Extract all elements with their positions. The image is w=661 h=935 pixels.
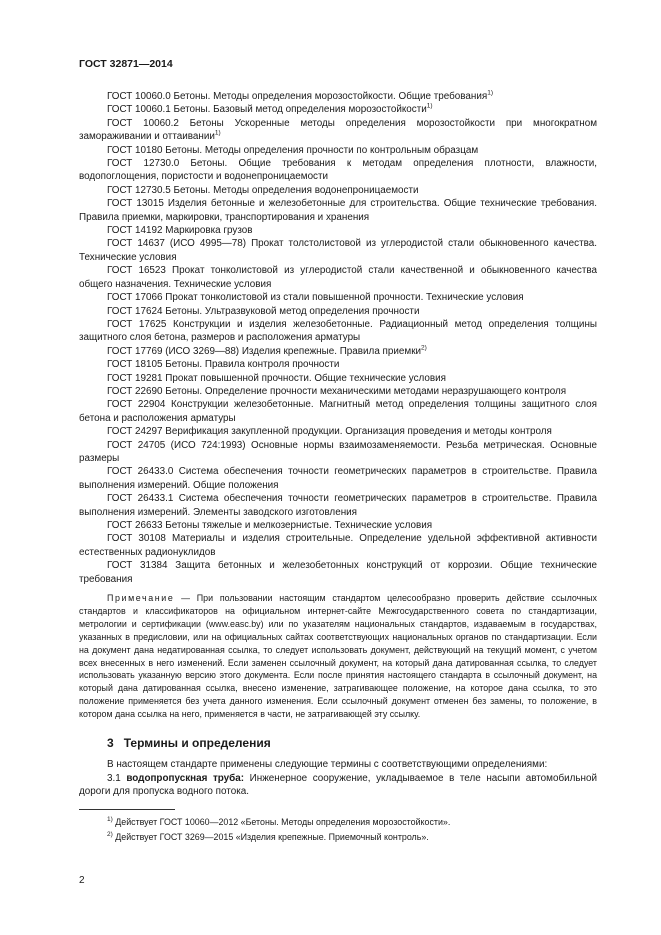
- reference-text: ГОСТ 26633 Бетоны тяжелые и мелкозернистые. Технические условия: [107, 520, 433, 531]
- reference-item: [79, 519, 597, 532]
- reference-text: ГОСТ 12730.0 Бетоны. Общие требования к методам определения плотности, влажности, водопоглощения, пористости и водонепроницаемости: [79, 158, 597, 183]
- reference-item: [79, 305, 597, 318]
- reference-item: [79, 345, 597, 358]
- reference-text: ГОСТ 17769 (ИСО 3269—88) Изделия крепежные. Правила приемки: [107, 345, 422, 357]
- reference-text: ГОСТ 14192 Маркировка грузов: [107, 225, 253, 237]
- reference-text: ГОСТ 10060.1 Бетоны. Базовый метод определения морозостойкости: [107, 104, 427, 116]
- note-text: — При пользовании настоящим стандартом целесообразно проверить действие ссылочных стандартов и классификаторов на официальном интернет-сайте Межгосударственного совета по стандартизации, метрологии и сертификации (www.easc.by) или по указателям национальных стандартов, издаваемым в государствах, указанных в предисловии, или на официальных сайтах соответствующих национальных органов по стандартизации. Если на документ дана недатированная ссылка, то следует использовать документ, действующий на текущий момент, с учетом всех внесенных в него изменений. Если заменен ссылочный документ, на который дана датированная ссылка, то следует использовать указанную версию этого документа. Если после принятия настоящего стандарта в ссылочный документ, на который дана датированная ссылка, внесено изменение, затрагивающее положение, на которое дана ссылка, то это положение применяется без учета данного изменения. Если ссылочный документ отменен без замены, то положение, в котором дана ссылка на него, применяется в части, не затрагивающей эту ссылку.: [79, 593, 597, 720]
- reference-item: [79, 237, 597, 264]
- note-label: Примечание: [107, 593, 175, 604]
- reference-text: ГОСТ 17066 Прокат тонколистовой из стали повышенной прочности. Технические условия: [107, 292, 524, 304]
- page-number: 2: [79, 875, 85, 886]
- footnote-mark: 2): [107, 831, 113, 839]
- reference-text: ГОСТ 14637 (ИСО 4995—78) Прокат толстолистовой из углеродистой стали обыкновенного качества. Технические условия: [79, 238, 597, 263]
- term-number: 3.1: [107, 772, 121, 784]
- reference-item: [79, 197, 597, 224]
- reference-footnote-mark: 1): [487, 89, 494, 97]
- reference-text: ГОСТ 10180 Бетоны. Методы определения прочности по контрольным образцам: [107, 144, 479, 156]
- reference-text: ГОСТ 24705 (ИСО 724:1993) Основные нормы взаимозаменяемости. Резьба метрическая. Основные размеры: [79, 439, 597, 464]
- term-text: Инженерное сооружение, укладываемое в теле насыпи автомобильной дороги для пропуска водного потока.: [79, 772, 597, 797]
- normative-references-list: [79, 90, 597, 586]
- reference-item: [79, 90, 597, 103]
- reference-item: [79, 291, 597, 304]
- term-definition: [79, 772, 597, 799]
- reference-text: ГОСТ 22690 Бетоны. Определение прочности механическими методами неразрушающего контроля: [107, 385, 567, 397]
- reference-item: [79, 439, 597, 466]
- reference-text: ГОСТ 31384 Защита бетонных и железобетонных конструкций от коррозии. Общие технические требования: [79, 560, 597, 585]
- reference-item: [79, 144, 597, 157]
- section-intro: В настоящем стандарте применены следующие термины с соответствующими определениями:: [107, 759, 548, 771]
- reference-text: ГОСТ 16523 Прокат тонколистовой из углеродистой стали качественной и обыкновенного качества общего назначения. Технические условия: [79, 265, 597, 290]
- note-paragraph: [79, 592, 597, 721]
- reference-item: [79, 264, 597, 291]
- reference-text: ГОСТ 26433.1 Система обеспечения точности геометрических параметров в строительстве. Правила выполнения измерений. Элементы заводского изготовления: [79, 493, 597, 518]
- reference-item: [79, 492, 597, 519]
- reference-text: ГОСТ 10060.0 Бетоны. Методы определения морозостойкости. Общие требования: [107, 91, 488, 102]
- reference-text: ГОСТ 17624 Бетоны. Ультразвуковой метод определения прочности: [107, 305, 420, 317]
- footnote: [79, 815, 597, 830]
- reference-text: ГОСТ 30108 Материалы и изделия строительные. Определение удельной эффективной активности естественных радионуклидов: [79, 533, 597, 558]
- reference-item: [79, 385, 597, 398]
- reference-item: [79, 465, 597, 492]
- section-title: Термины и определения: [123, 736, 271, 751]
- reference-text: ГОСТ 18105 Бетоны. Правила контроля прочности: [107, 359, 340, 371]
- footnote: [79, 830, 597, 845]
- reference-item: [79, 103, 597, 116]
- reference-item: [79, 318, 597, 345]
- footnote-mark: 1): [107, 816, 113, 824]
- reference-footnote-mark: 1): [426, 103, 433, 111]
- reference-item: [79, 117, 597, 144]
- reference-item: [79, 559, 597, 586]
- footnote-separator: [79, 809, 175, 810]
- section-heading: [79, 735, 597, 751]
- footnotes: [79, 815, 597, 845]
- reference-footnote-mark: 1): [214, 129, 221, 137]
- document-header: ГОСТ 32871—2014: [79, 58, 173, 70]
- reference-item: [79, 532, 597, 559]
- reference-footnote-mark: 2): [421, 344, 427, 352]
- term-name: водопропускная труба:: [126, 772, 245, 784]
- document-body: [79, 90, 597, 798]
- reference-text: ГОСТ 10060.2 Бетоны Ускоренные методы определения морозостойкости при многократном замораживании и оттаивании: [79, 117, 597, 143]
- reference-item: [79, 372, 597, 385]
- reference-item: [79, 184, 597, 197]
- reference-item: [79, 398, 597, 425]
- reference-text: ГОСТ 12730.5 Бетоны. Методы определения водонепроницаемости: [107, 184, 419, 196]
- reference-text: ГОСТ 19281 Прокат повышенной прочности. Общие технические условия: [107, 372, 447, 384]
- footnote-text: Действует ГОСТ 3269—2015 «Изделия крепежные. Приемочный контроль».: [112, 832, 429, 842]
- reference-text: ГОСТ 24297 Верификация закупленной продукции. Организация проведения и методы контроля: [107, 426, 552, 438]
- reference-text: ГОСТ 22904 Конструкции железобетонные. Магнитный метод определения толщины защитного слоя бетона и расположения арматуры: [79, 399, 597, 424]
- reference-text: ГОСТ 13015 Изделия бетонные и железобетонные для строительства. Общие технические требования. Правила приемки, маркировки, транспортирования и хранения: [79, 198, 597, 223]
- footnote-text: Действует ГОСТ 10060—2012 «Бетоны. Методы определения морозостойкости».: [112, 817, 451, 827]
- reference-text: ГОСТ 26433.0 Система обеспечения точности геометрических параметров в строительстве. Правила выполнения измерений. Общие положения: [79, 466, 597, 491]
- reference-text: ГОСТ 17625 Конструкции и изделия железобетонные. Радиационный метод определения толщины защитного слоя бетона, размеров и расположения арматуры: [79, 318, 597, 344]
- reference-item: [79, 224, 597, 237]
- section-number: 3: [107, 736, 114, 751]
- reference-item: [79, 358, 597, 371]
- reference-item: [79, 425, 597, 438]
- reference-item: [79, 157, 597, 184]
